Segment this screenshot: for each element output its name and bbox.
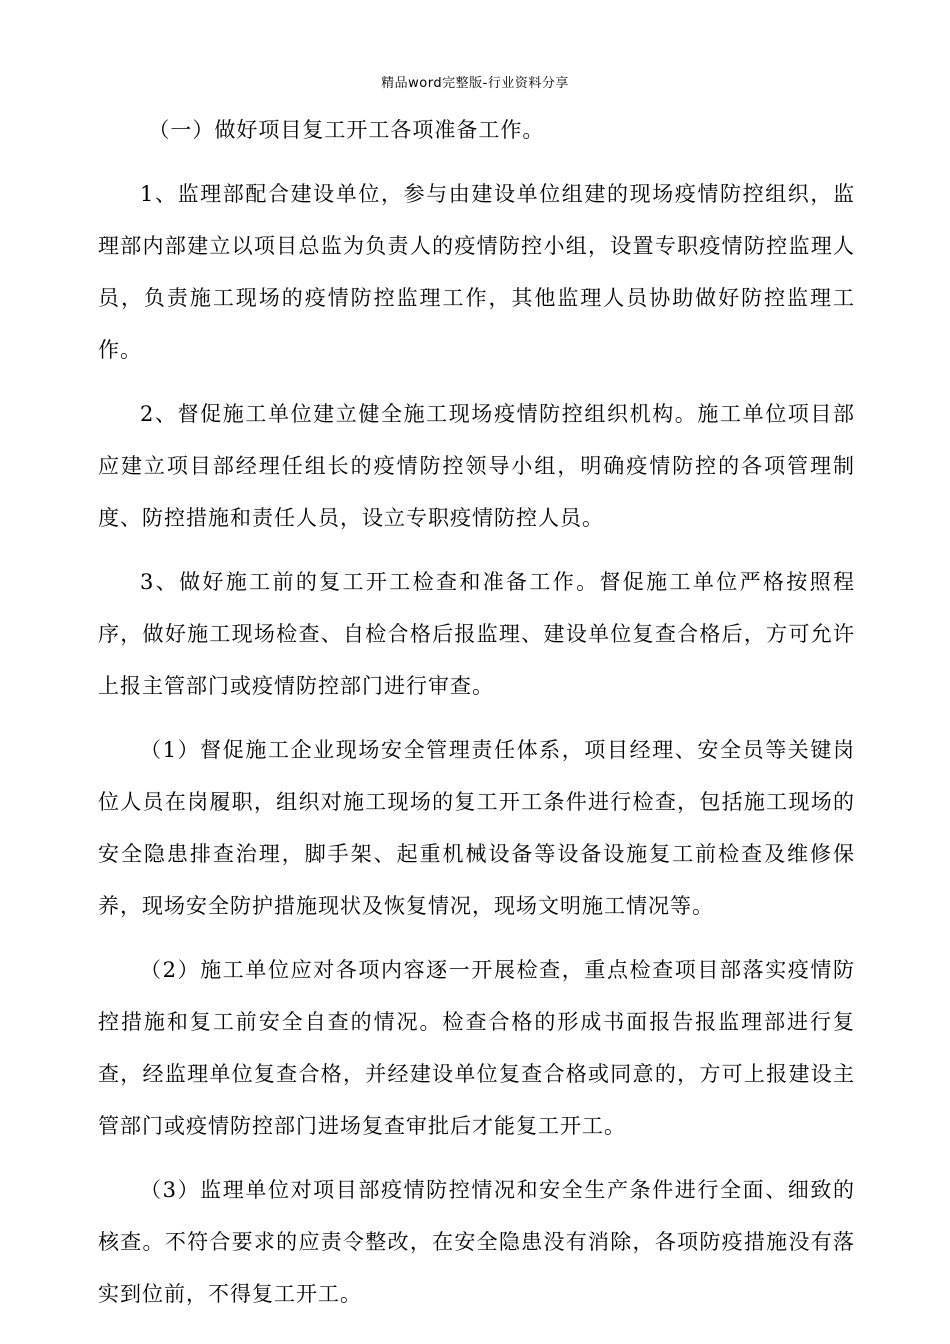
document-body: [98, 104, 855, 1332]
paragraph-3-2: （2）施工单位应对各项内容逐一开展检查，重点检查项目部落实疫情防控措施和复工前安全自查的情况。检查合格的形成书面报告报监理部进行复查，经监理单位复查合格，并经建设单位复查合格或同意的，方可上报建设主管部门或疫情防控部门进场复查审批后才能复工开工。: [98, 958, 855, 1138]
paragraph-2: 2、督促施工单位建立健全施工现场疫情防控组织机构。施工单位项目部应建立项目部经理任组长的疫情防控领导小组，明确疫情防控的各项管理制度、防控措施和责任人员，设立专职疫情防控人员。: [98, 402, 855, 530]
page-header: 精品word完整版-行业资料分享: [381, 76, 569, 91]
paragraph-3-3: （3）监理单位对项目部疫情防控情况和安全生产条件进行全面、细致的核查。不符合要求的应责令整改，在安全隐患没有消除，各项防疫措施没有落实到位前，不得复工开工。: [98, 1178, 855, 1306]
paragraph-1: 1、监理部配合建设单位，参与由建设单位组建的现场疫情防控组织，监理部内部建立以项目总监为负责人的疫情防控小组，设置专职疫情防控监理人员，负责施工现场的疫情防控监理工作，其他监理人员协助做好防控监理工作。: [98, 182, 855, 362]
paragraph-3: 3、做好施工前的复工开工检查和准备工作。督促施工单位严格按照程序，做好施工现场检查、自检合格后报监理、建设单位复查合格后，方可允许上报主管部门或疫情防控部门进行审查。: [98, 570, 855, 698]
section-heading: （一）做好项目复工开工各项准备工作。: [148, 118, 545, 142]
paragraph-3-1: （1）督促施工企业现场安全管理责任体系，项目经理、安全员等关键岗位人员在岗履职，组织对施工现场的复工开工条件进行检查，包括施工现场的安全隐患排查治理，脚手架、起重机械设备等设备设施复工前检查及维修保养，现场安全防护措施现状及恢复情况，现场文明施工情况等。: [98, 738, 855, 918]
